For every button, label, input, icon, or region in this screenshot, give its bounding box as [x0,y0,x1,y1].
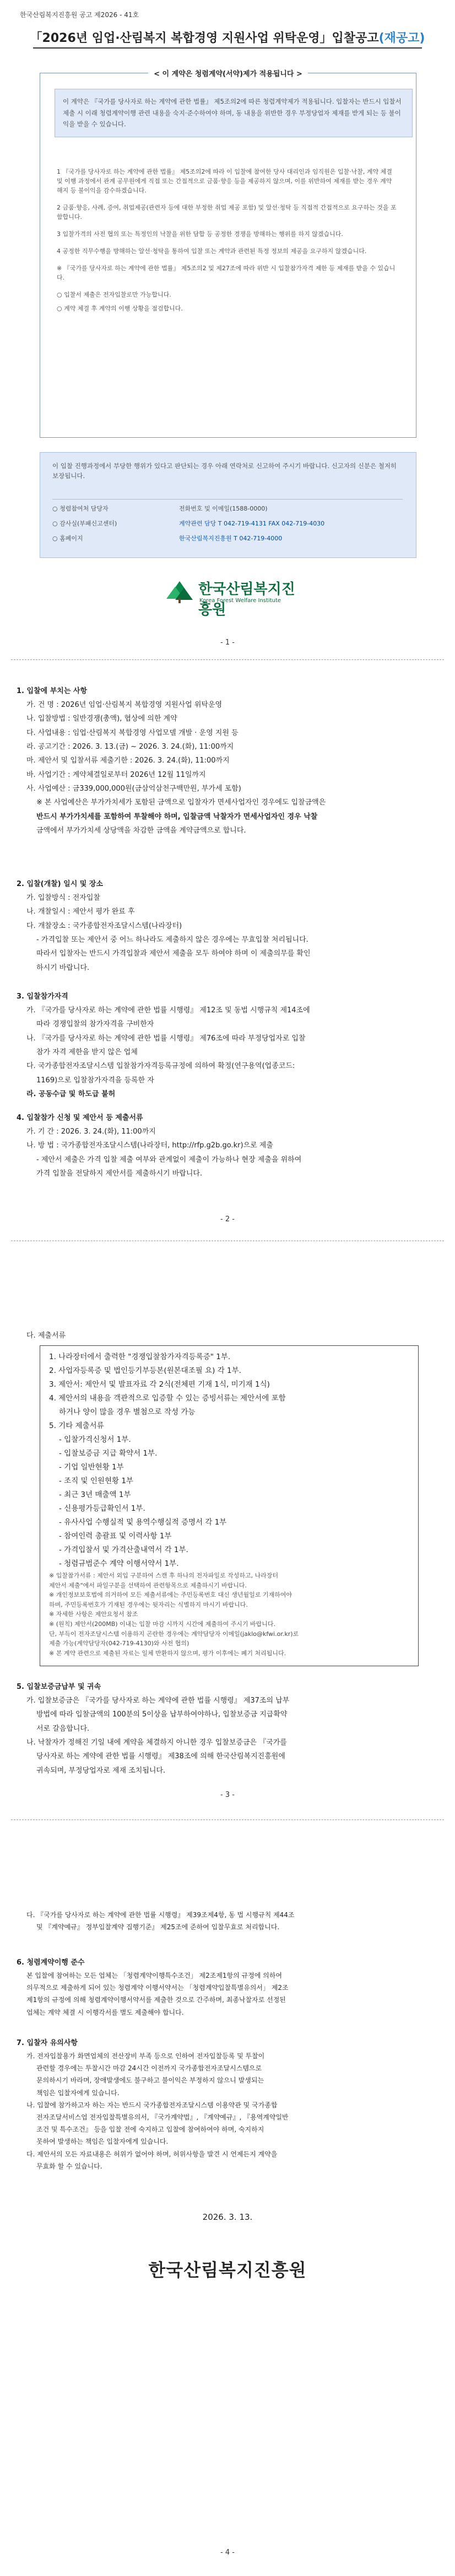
section-7-row: 다. 제안서의 모든 자료내용은 허위가 없어야 하며, 허위사항을 발견 시 언제든지 계약을 [26,2150,278,2158]
section-7-row: 가. 전자입찰용가 화면업체의 전산장비 부족 등으로 인하여 전자입찰등록 및 투찰이 [26,2052,265,2060]
docs-subitem: - 가격입찰서 및 가격산출내역서 각 1부. [59,1545,188,1554]
title-underline [33,47,422,49]
docs-subitem: - 입찰보증금 지급 확약서 1부. [59,1448,158,1458]
section-5c-body [26,1909,434,1933]
section-3-row: 참가 자격 제한을 받지 않은 업체 [36,1048,138,1057]
section-5-title: 5. 입찰보증금납부 및 귀속 [17,1683,101,1691]
notice-number: 한국산림복지진흥원 공고 제2026 - 41호 [20,11,139,19]
section-7-body [26,2050,434,2172]
section-7-row: 문의하시기 바라며, 장애발생에도 불구하고 불이익은 부정하지 않으니 발생되는 [36,2076,264,2085]
report-box [40,452,416,558]
docs-note: 하며, 주민등록번호가 기재된 경우에는 뒷자리는 식별하지 마시기 바랍니다. [49,1601,248,1608]
integrity-box-header: < 이 계약은 청렴계약(서약)제가 적용됩니다 > [148,70,308,78]
section-7-row: 책임은 입찰자에게 있습니다. [36,2089,120,2097]
docs-note: ※ 본 계약 관련으로 제출된 자료는 일체 반환하지 않으며, 평가 이후에는 폐기 처리됩니다. [49,1649,286,1657]
section-3-body [26,1003,434,1101]
section-6-row: 의무적으로 제출하게 되어 있는 청렴계약 이행서약서는 「청렴계약입찰특별유의서」 제2조 [26,1984,289,1992]
page-number: - 2 - [220,1215,235,1223]
docs-subitem: - 최근 3년 매출액 1부 [59,1490,131,1499]
docs-label: 다. 제출서류 [26,1332,66,1340]
section-6-row: 업체는 계약 체결 시 이행각서를 별도 제출해야 합니다. [26,2008,184,2016]
page-break [11,659,444,660]
section-2-note: - 가격입찰 또는 제안서 중 어느 하나라도 제출하지 않은 경우에는 무효입찰 처리됩니다. [36,936,308,944]
section-7-row: 전자조달서비스업 전자입찰특별유의서, 『국가계약법』, 『계약예규』, 『용역계약일반 [36,2113,289,2121]
section-7-row: 무효화 할 수 있습니다. [36,2162,102,2170]
notice-date: 2026. 3. 13. [202,2212,253,2222]
logo-subtitle: Korea Forest Welfare Institute [199,598,281,604]
integrity-item: 4 공정한 직무수행을 방해하는 알선·청탁을 통하여 입찰 또는 계약과 관련된 특정 정보의 제공을 요구하지 않겠습니다. [57,248,367,255]
docs-subitem: - 기업 일반현황 1부 [59,1462,124,1472]
docs-item: 1. 나라장터에서 출력한 "경쟁입찰참가자격등록증" 1부. [49,1353,231,1361]
docs-subitem: - 신용평가등급확인서 1부. [59,1504,145,1513]
integrity-item: ○ 입찰서 제출은 전자입찰로만 가능합니다. [57,291,171,299]
section-1-row: 라. 공고기간 : 2026. 3. 13.(금) ~ 2026. 3. 24.(화), 11:00까지 [26,743,234,752]
institute-logo [165,577,308,618]
logo-name: 한국산림복지진흥원 [198,581,295,618]
report-row-label: ○ 청렴참여처 담당자 [52,505,109,512]
integrity-item: 1 『국가를 당사자로 하는 계약에 관한 법률』 제5조의2에 따라 이 입찰에 참여한 당사 대리인과 임직원은 입찰·낙찰, 계약 체결 및 이행 과정에서 관계 공무원에게 직접 또는 간접적으로 금품·향응 등을 제공하지 않으며, 이를 위반하여 제재를 받는 경우 계약 해지 등 불이익을 감수하겠습니다. [57,168,392,195]
report-row-value: 전화번호 및 이메일(1588-0000) [179,505,268,512]
submission-docs-box [40,1345,419,1666]
section-2-row: 나. 개찰일시 : 제안서 평가 완료 후 [26,908,135,916]
docs-item: 5. 기타 제출서류 [49,1421,104,1430]
docs-subitem: - 유사사업 수행실적 및 용역수행실적 증명서 각 1부 [59,1517,227,1527]
section-3-row: 나. 『국가를 당사자로 하는 계약에 관한 법률 시행령』 제76조에 따라 부정당업자로 입찰 [26,1034,306,1043]
section-1-row: 다. 사업내용 : 임업·산림복지 복합경영 사업모델 개발 · 운영 지원 등 [26,728,239,737]
issuing-organization: 한국산림복지진흥원 [148,2260,307,2280]
section-5-body [26,1694,434,1778]
section-4-row: 가. 기 간 : 2026. 3. 24.(화), 11:00까지 [26,1128,156,1136]
page-title [22,29,433,46]
report-row-value: 계약관련 담당 T 042-719-4131 FAX 042-719-4030 [179,520,325,528]
section-5-row: 방법에 따라 입찰금액의 100분의 5이상을 납부하여야하나, 입찰보증금 지급확약 [36,1710,288,1719]
section-1-note: 금액에서 부가가치세 상당액을 차감한 금액을 계약금액으로 합니다. [36,827,246,835]
section-2-body [26,891,434,975]
docs-subitem: - 참여인력 총괄표 및 이력사항 1부 [59,1531,172,1541]
integrity-item: 2 금품·향응, 사례, 증여, 취업제공(관련자 등에 대한 부정한 취업 제공 포함) 및 알선·청탁 등 직접적 간접적으로 요구하는 것을 포함합니다. [57,204,397,221]
report-row-value: 한국산림복지진흥원 T 042-719-4000 [179,535,283,543]
docs-subitem: - 입찰가격신청서 1부. [59,1435,131,1444]
section-5-row: 귀속되며, 부정당업자로 제재 조치됩니다. [36,1766,166,1775]
docs-note: ※ 개인정보보호법에 의거하여 모든 제출서류에는 주민등록번호 대신 생년월일로 기재하여야 [49,1591,292,1599]
section-7-row: 나. 입찰에 참가하고자 하는 자는 반드시 국가종합전자조달시스템 이용약관 및 국가종합 [26,2101,278,2109]
report-row-label: ○ 감사실(부패신고센터) [52,520,117,528]
section-2-row: 다. 개찰장소 : 국가종합전자조달시스템(나라장터) [26,921,182,930]
section-6-body [26,1969,434,2019]
section-5c-row: 다. 『국가를 당사자로 하는 계약에 관한 법률 시행령』 제39조제4항, 동 법 시행규칙 제44조 [26,1911,295,1919]
docs-item: 3. 제안서: 제안서 및 발표자료 각 2식(전체편 기재 1식, 미기재 1식) [49,1380,270,1389]
integrity-intro: 이 계약은 『국가를 당사자로 하는 계약에 관한 법률』 제5조의2에 따른 청렴계약제가 적용됩니다. 입찰자는 반드시 입찰서 제출 시 이래 청렴계약이행 관련 내용을 숙지·준수하여야 하며, 동 내용을 위반한 경우 부정당업자 제재를 받게 되는 등 불이익을 받을 수 있습니다. [55,89,413,137]
docs-note: 단, 부득이 전자조달시스템 이용하지 곤란한 경우에는 계약담당자 이메일(jaklo@kfwi.or.kr)로 [49,1630,299,1638]
section-4-row: 나. 방 법 : 국가종합전자조달시스템(나라장터, http://rfp.g2b.go.kr)으로 제출 [26,1141,273,1150]
page-number: - 3 - [220,1791,235,1799]
docs-note: 제안서 제출"에서 파일구분을 선택하여 관련항목으로 제출하시기 바랍니다. [49,1581,247,1589]
section-6-row: 제1항의 규정에 의해 청렴계약이행서약서를 제출한 것으로 간주하며, 최종낙찰자로 선정된 [26,1996,286,2004]
docs-note: ※ 자세한 사항은 제안요청서 참조 [49,1611,138,1618]
section-4-title: 4. 입찰참가 신청 및 제안서 등 제출서류 [17,1114,143,1122]
page-number: - 4 - [220,2548,235,2557]
docs-item: 4. 제안서의 내용을 객관적으로 입증할 수 있는 증빙서류는 제안서에 포함 [49,1393,286,1403]
section-3-row: 다. 국가종합전자조달시스템 입찰참가자격등록규정에 의하여 확정(연구용역(업종코드: [26,1062,295,1071]
section-1-row: 나. 입찰방법 : 일반경쟁(총액), 협상에 의한 계약 [26,715,177,723]
page-number: - 1 - [220,638,235,647]
integrity-item: ※ 『국가를 당사자로 하는 계약에 관한 법률』 제5조의2 및 제27조에 따라 위반 시 입찰참가자격 제한 등 제재를 받을 수 있습니다. [57,265,396,282]
docs-subitem: - 청렴규범준수 계약 이행서약서 1부. [59,1559,179,1568]
docs-note: ※ 입찰참가서류 : 제안서 외입 구분하여 스캔 후 하나의 전자파일로 작성하고, 나라장터 [49,1572,279,1579]
section-1-row: 바. 사업기간 : 계약체결일로부터 2026년 12월 11일까지 [26,770,206,779]
section-7-row: 조건 및 특수조건』 등을 입찰 전에 숙지하고 입찰에 참여하여야 하며, 숙지하지 [36,2126,264,2134]
section-5-row: 가. 입찰보증금은 『국가를 당사자로 하는 계약에 관한 법률 시행령』 제37조의 납부 [26,1697,290,1705]
section-5-row: 서로 갈음합니다. [36,1724,90,1733]
section-2-row: 가. 입찰방식 : 전자입찰 [26,894,100,902]
docs-note: ※ (원칙) 제안서(200MB) 이내는 입찰 마감 시까지 시간에 제출하여 주시기 바랍니다. [49,1620,276,1628]
page-title-tag: (재공고) [378,31,425,45]
section-1-title: 1. 입찰에 부치는 사항 [17,687,88,695]
docs-item: 2. 사업자등록증 및 법인등기부등본(원본대조필 요) 각 1부. [49,1366,241,1375]
section-7-row: 관련할 경우에는 투찰시간 마감 24시간 이전까지 국가종합전자조달시스템으로 [36,2064,262,2073]
report-text: 이 입찰 진행과정에서 부당한 행위가 있다고 판단되는 경우 아래 연락처로 신고하여 주시기 바랍니다. 신고자의 신분은 철저히 보장됩니다. [52,462,397,480]
page-title-main: 「2026년 임업·산림복지 복합경영 지원사업 위탁운영」입찰공고 [30,31,379,45]
section-1-note: ※ 본 사업예산은 부가가치세가 포함된 금액으로 입찰자가 면세사업자인 경우에도 입찰금액은 [36,798,326,807]
docs-notes [49,1571,410,1658]
docs-note: 제출 가능(계약담당자(042-719-4130)와 사전 협의) [49,1640,189,1647]
docs-subitem: - 조직 및 인원현황 1부 [59,1476,133,1485]
section-4-note: 가격 입찰을 전달하지 제안서를 제출하시기 바랍니다. [36,1169,203,1178]
section-1-row: 사. 사업예산 : 금339,000,000원(금삼억삼천구백만원, 부가세 포함) [26,785,241,793]
section-7-row: 못하여 발생하는 책임은 입찰자에게 있습니다. [36,2138,169,2146]
section-2-note: 따라서 입찰자는 반드시 가격입찰과 제안서 제출을 모두 하여야 하며 이 제출의무를 확인 [36,949,311,958]
section-4-note: - 제안서 제출은 가격 입찰 제출 여부와 관계없이 제출이 가능하나 현장 제출을 위하여 [36,1155,302,1164]
section-6-row: 본 입찰에 참여하는 모든 업체는 「청렴계약이행특수조건」 제2조제1항의 규정에 의하여 [26,1972,282,1979]
section-1-note: 반드시 부가가치세를 포함하여 투찰해야 하며, 입찰금액 낙찰자가 면세사업자인 경우 낙찰 [36,812,318,821]
integrity-contract-box [40,70,416,438]
docs-item: 하거나 양이 많을 경우 별첨으로 작성 가능 [59,1407,196,1416]
section-7-title: 7. 입찰자 유의사항 [17,2039,78,2047]
section-1-row: 마. 제안서 및 입찰서류 제출기한 : 2026. 3. 24.(화), 11:00까지 [26,756,230,765]
report-table [52,499,403,543]
section-5c-row: 및 『계약예규』 정부입찰계약 집행기준』 제25조에 준하여 입찰무효로 처리합니다. [36,1923,280,1931]
report-row-label: ○ 홈페이지 [52,535,83,543]
section-2-title: 2. 입찰(개찰) 일시 및 장소 [17,880,103,888]
integrity-item-list [57,167,398,318]
section-6-title: 6. 청렴계약이행 준수 [17,1958,85,1967]
section-3-row: 가. 『국가를 당사자로 하는 계약에 관한 법률 시행령』 제12조 및 동법 시행규칙 제14조에 [26,1006,310,1015]
section-4-body [26,1125,434,1180]
tree-logo-icon [165,579,194,604]
section-3-row: 따라 경쟁입찰의 참가자격을 구비한자 [36,1020,154,1029]
section-1-body [26,698,434,838]
section-5-row: 나. 낙찰자가 정해진 기일 내에 계약을 체결하지 아니한 경우 입찰보증금은 『국가를 [26,1738,287,1747]
integrity-item: ○ 계약 체결 후 계약의 이행 상황을 점검합니다. [57,305,183,313]
section-2-note: 하시기 바랍니다. [36,963,90,972]
section-3-row: 라. 공동수급 및 하도급 불허 [26,1090,116,1099]
section-3-row: 1169)으로 입찰참가자격을 등록한 자 [36,1076,154,1085]
integrity-item: 3 입찰가격의 사전 협의 또는 특정인의 낙찰을 위한 담합 등 공정한 경쟁을 방해하는 행위를 하지 않겠습니다. [57,230,343,238]
section-3-title: 3. 입찰참가자격 [17,992,68,1001]
section-5-row: 당사자로 하는 계약에 관한 법률 시행령』 제38조에 의해 한국산림복지진흥원에 [36,1752,285,1761]
docs-list [49,1350,413,1571]
section-1-row: 가. 건 명 : 2026년 임업·산림복지 복합경영 지원사업 위탁운영 [26,701,223,709]
